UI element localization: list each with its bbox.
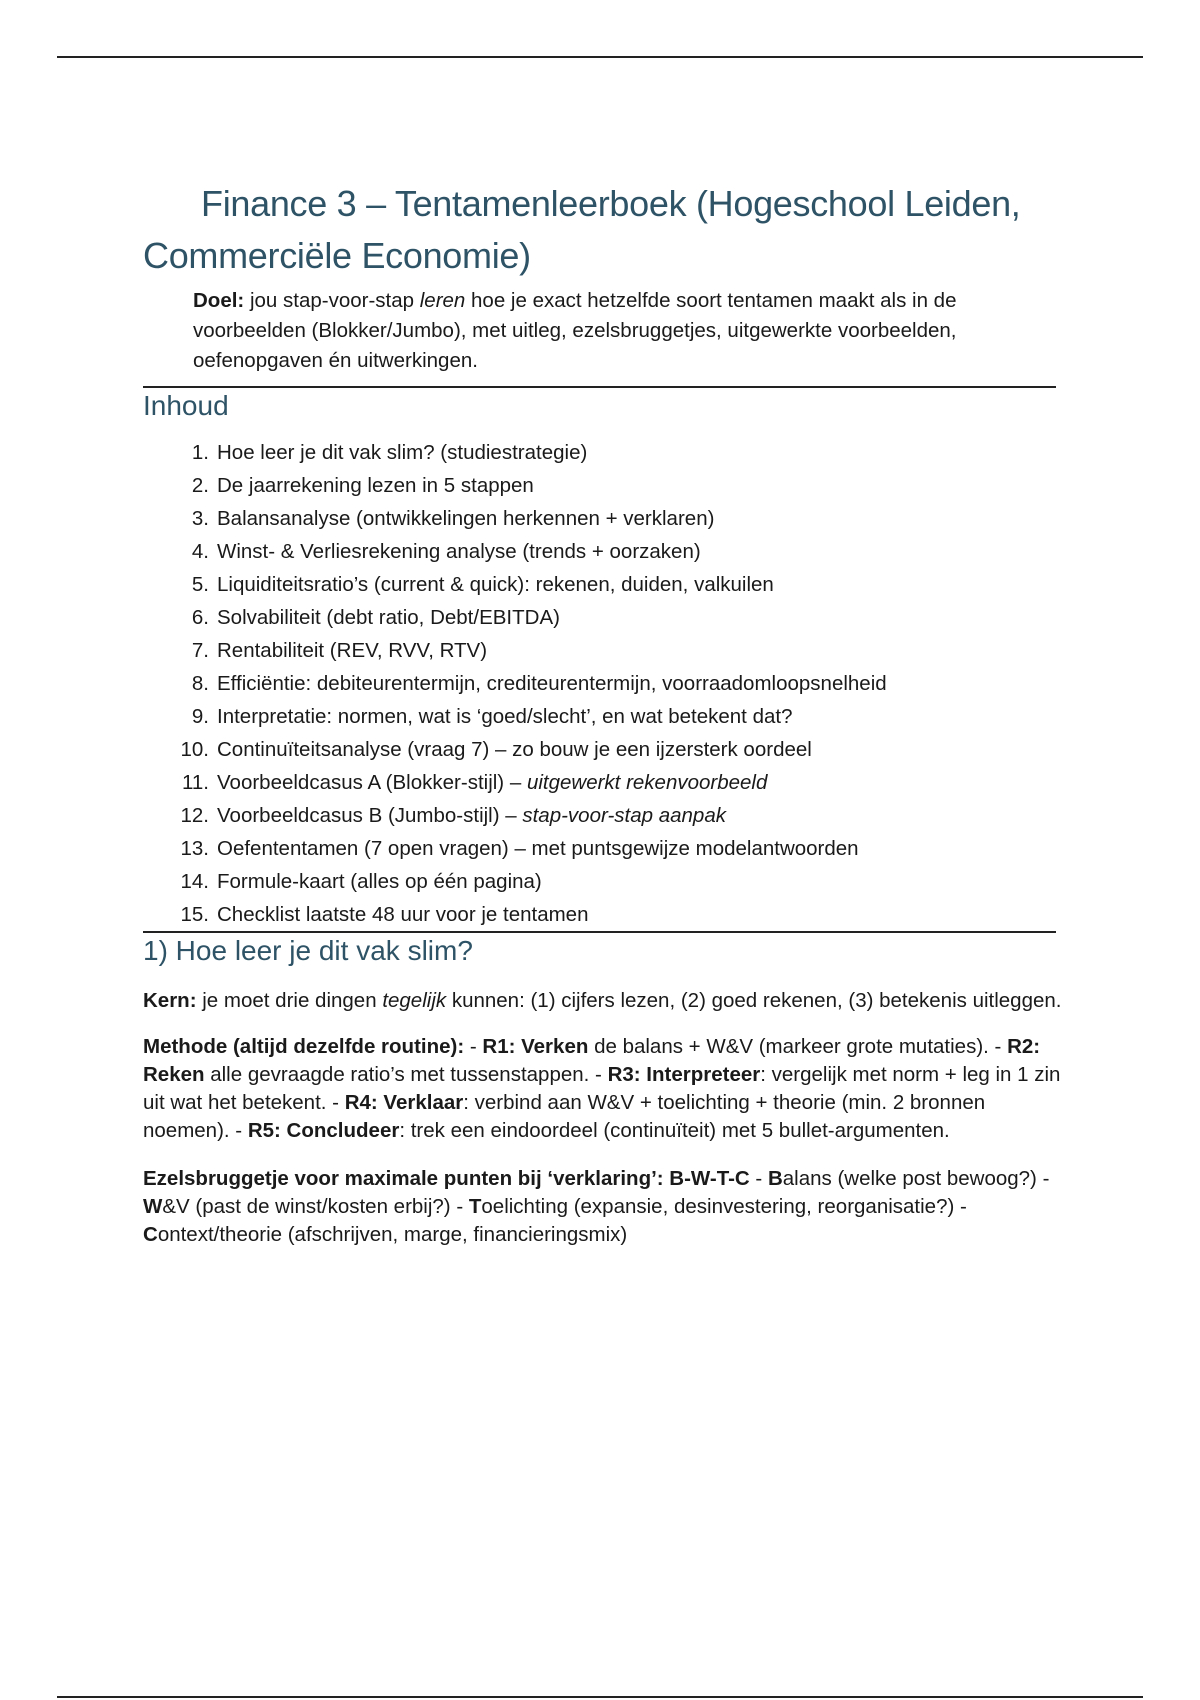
toc-item bbox=[143, 799, 1093, 832]
ezel-c-text: ontext/theorie (afschrijven, marge, financieringsmix) bbox=[157, 1223, 628, 1246]
r2-label: R2: Reken bbox=[143, 1035, 1041, 1086]
r3-label: R3: Interpreteer bbox=[607, 1063, 761, 1086]
methode-label: Methode (altijd dezelfde routine): bbox=[143, 1035, 465, 1058]
toc-item-label: Rentabiliteit (REV, RVV, RTV) bbox=[217, 639, 488, 662]
ezel-b-text: alans (welke post bewoog?) - bbox=[782, 1167, 1050, 1190]
ezelsbruggetje-paragraph bbox=[143, 1165, 1073, 1249]
toc-item bbox=[143, 898, 1093, 931]
kern-paragraph bbox=[143, 987, 1073, 1015]
goal-text-1: jou stap-voor-stap bbox=[244, 289, 420, 312]
toc-item bbox=[143, 568, 1093, 601]
toc-heading: Inhoud bbox=[143, 390, 229, 421]
toc-item-text bbox=[217, 766, 767, 799]
methode-paragraph bbox=[143, 1033, 1073, 1145]
toc-item-label: Formule-kaart (alles op één pagina) bbox=[217, 870, 542, 893]
toc-item-label: Solvabiliteit (debt ratio, Debt/EBITDA) bbox=[217, 606, 560, 629]
toc-item-label: Efficiëntie: debiteurentermijn, crediteurentermijn, voorraadomloopsnelheid bbox=[217, 672, 887, 695]
r5-text: : trek een eindoordeel (continuïteit) met 5 bullet-argumenten. bbox=[399, 1119, 950, 1142]
toc-item-text bbox=[217, 799, 726, 832]
toc-item-number: 2. bbox=[191, 474, 209, 497]
section-1-heading: 1) Hoe leer je dit vak slim? bbox=[143, 935, 473, 966]
toc-item-text bbox=[217, 568, 774, 601]
toc-item bbox=[143, 667, 1093, 700]
ezel-sep: - bbox=[749, 1167, 768, 1190]
toc-item-number: 1. bbox=[191, 441, 209, 464]
ezel-w-letter: W bbox=[143, 1195, 163, 1218]
ezel-w-text: &V (past de winst/kosten erbij?) - bbox=[162, 1195, 469, 1218]
toc-item-text bbox=[217, 865, 542, 898]
toc-item-number: 6. bbox=[191, 606, 209, 629]
document-title: Finance 3 – Tentamenleerboek (Hogeschool Leiden, Commerciële Economie) bbox=[143, 183, 1021, 276]
toc-item bbox=[143, 436, 1093, 469]
toc-item bbox=[143, 601, 1093, 634]
toc-item-label: De jaarrekening lezen in 5 stappen bbox=[217, 474, 534, 497]
ezel-t-letter: T bbox=[468, 1195, 482, 1218]
toc-item-number: 10. bbox=[180, 738, 209, 761]
toc-item-label: Hoe leer je dit vak slim? (studiestrategie) bbox=[217, 441, 588, 464]
toc-item-text bbox=[217, 535, 701, 568]
toc-item-text bbox=[217, 469, 534, 502]
r1-text: de balans + W&V (markeer grote mutaties). - bbox=[588, 1035, 1008, 1058]
toc-item-label: Voorbeeldcasus A (Blokker-stijl) – bbox=[217, 771, 527, 794]
toc-item bbox=[143, 535, 1093, 568]
toc-item-text bbox=[217, 700, 792, 733]
r1-label: R1: Verken bbox=[482, 1035, 589, 1058]
toc-item-number: 9. bbox=[191, 705, 209, 728]
toc-item-text bbox=[217, 502, 714, 535]
methode-sep: - bbox=[464, 1035, 483, 1058]
toc-item-text bbox=[217, 898, 588, 931]
toc-item-number: 13. bbox=[180, 837, 209, 860]
toc-item bbox=[143, 832, 1093, 865]
r4-label: R4: Verklaar bbox=[344, 1091, 464, 1114]
r4-text: : verbind aan W&V + toelichting + theorie (min. 2 bronnen noemen). - bbox=[143, 1091, 986, 1142]
toc-item-number: 3. bbox=[191, 507, 209, 530]
ezel-t-text: oelichting (expansie, desinvestering, reorganisatie?) - bbox=[481, 1195, 967, 1218]
toc-item-label: Checklist laatste 48 uur voor je tentamen bbox=[217, 903, 589, 926]
toc-item-emphasis: uitgewerkt rekenvoorbeeld bbox=[526, 771, 768, 794]
table-of-contents bbox=[143, 436, 1093, 931]
page-bottom-rule bbox=[57, 1696, 1143, 1698]
toc-item-label: Voorbeeldcasus B (Jumbo-stijl) – bbox=[217, 804, 523, 827]
toc-item-label: Interpretatie: normen, wat is ‘goed/slecht’, en wat betekent dat? bbox=[217, 705, 793, 728]
toc-item-label: Winst- & Verliesrekening analyse (trends + oorzaken) bbox=[217, 540, 701, 563]
toc-item-text bbox=[217, 436, 587, 469]
toc-item-text bbox=[217, 667, 887, 700]
goal-paragraph bbox=[193, 286, 1063, 376]
toc-item-number: 8. bbox=[191, 672, 209, 695]
kern-label: Kern: bbox=[143, 989, 197, 1012]
toc-item-text bbox=[217, 601, 560, 634]
toc-item-number: 12. bbox=[180, 804, 209, 827]
toc-item-text bbox=[217, 733, 812, 766]
toc-item-number: 11. bbox=[182, 771, 209, 794]
toc-item bbox=[143, 502, 1093, 535]
goal-label: Doel: bbox=[193, 289, 245, 312]
goal-text-2: hoe je exact hetzelfde soort tentamen maakt als in de voorbeelden (Blokker/Jumbo), met uitleg, ezelsbruggetjes, uitgewerkte voorbeelden, oefenopgaven én uitwerkingen. bbox=[193, 289, 957, 372]
r5-label: R5: Concludeer bbox=[247, 1119, 400, 1142]
kern-text-1: je moet drie dingen bbox=[196, 989, 383, 1012]
toc-item-number: 14. bbox=[180, 870, 209, 893]
toc-item-number: 5. bbox=[191, 573, 209, 596]
toc-item bbox=[143, 469, 1093, 502]
r2-text: alle gevraagde ratio’s met tussenstappen. - bbox=[204, 1063, 608, 1086]
document-body bbox=[143, 178, 1093, 1249]
toc-item bbox=[143, 733, 1093, 766]
kern-text-2: kunnen: (1) cijfers lezen, (2) goed rekenen, (3) betekenis uitleggen. bbox=[446, 989, 1062, 1012]
toc-item bbox=[143, 766, 1093, 799]
toc-item-number: 7. bbox=[191, 639, 209, 662]
toc-item-number: 4. bbox=[191, 540, 209, 563]
toc-item-label: Liquiditeitsratio’s (current & quick): rekenen, duiden, valkuilen bbox=[217, 573, 774, 596]
toc-item bbox=[143, 634, 1093, 667]
toc-item-text bbox=[217, 832, 859, 865]
toc-item-label: Oefententamen (7 open vragen) – met puntsgewijze modelantwoorden bbox=[217, 837, 859, 860]
toc-item-number: 15. bbox=[180, 903, 209, 926]
toc-item-emphasis: stap-voor-stap aanpak bbox=[522, 804, 726, 827]
ezel-b-letter: B bbox=[767, 1167, 783, 1190]
ezel-c-letter: C bbox=[143, 1223, 158, 1246]
toc-item-label: Balansanalyse (ontwikkelingen herkennen + verklaren) bbox=[217, 507, 715, 530]
ezel-label: Ezelsbruggetje voor maximale punten bij ‘verklaring’: B-W-T-C bbox=[143, 1167, 750, 1190]
toc-item-label: Continuïteitsanalyse (vraag 7) – zo bouw je een ijzersterk oordeel bbox=[217, 738, 812, 761]
r3-text: : vergelijk met norm + leg in 1 zin uit wat het betekent. - bbox=[143, 1063, 1061, 1114]
toc-item bbox=[143, 700, 1093, 733]
goal-emphasis: leren bbox=[419, 289, 466, 312]
toc-item-text bbox=[217, 634, 487, 667]
toc-item bbox=[143, 865, 1093, 898]
kern-emphasis: tegelijk bbox=[382, 989, 447, 1012]
page-top-rule bbox=[57, 56, 1143, 58]
